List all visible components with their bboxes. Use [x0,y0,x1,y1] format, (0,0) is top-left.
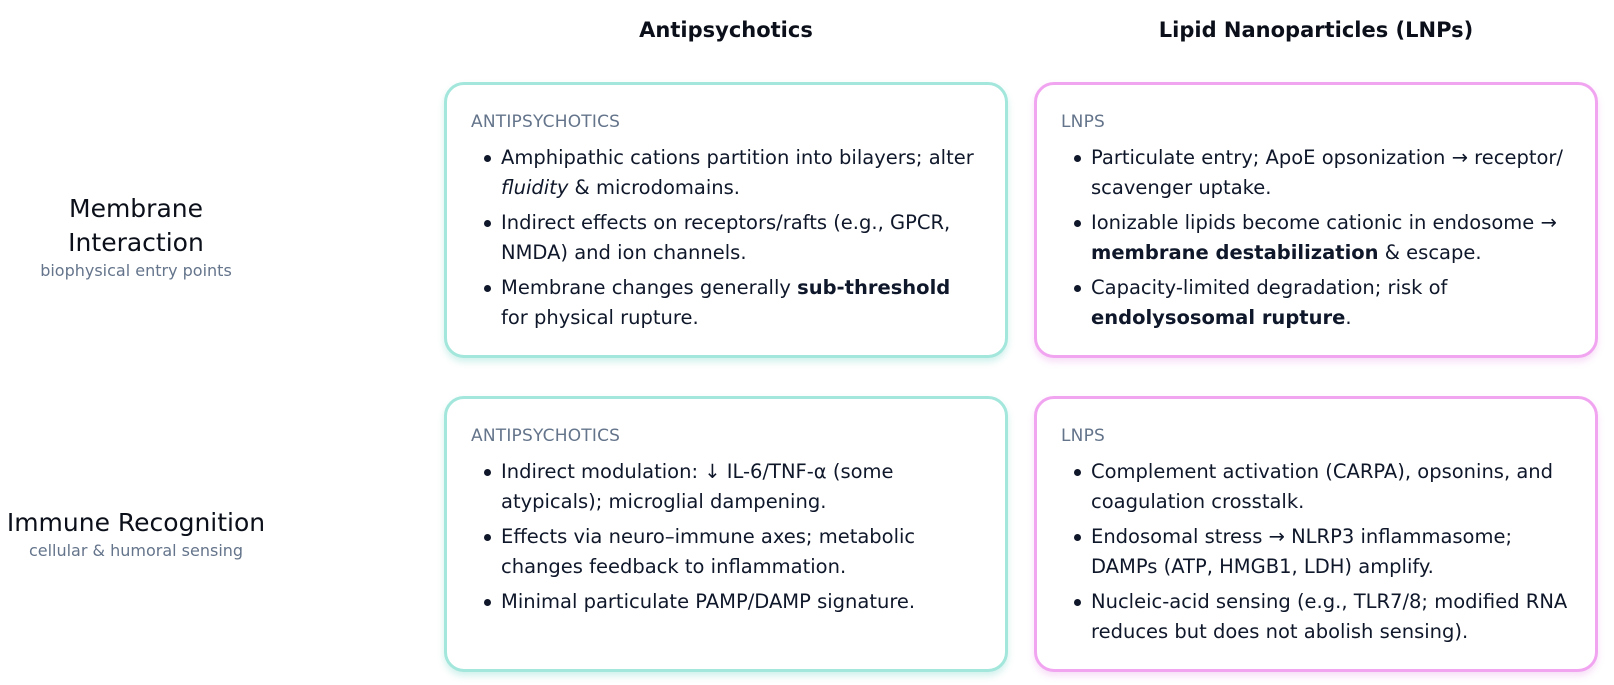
italic-text: fluidity [501,176,569,199]
text-span: & escape. [1378,241,1482,264]
text-span: & microdomains. [568,176,741,199]
text-span: for physical rupture. [501,306,699,329]
text-span: Nucleic-acid sensing (e.g., TLR7/8; modified RNA reduces but does not abolish sensing). [1091,590,1568,643]
row-label-membrane-interaction [0,192,272,282]
bullet-list [1061,143,1571,333]
text-span: Minimal particulate PAMP/DAMP signature. [501,590,916,613]
column-header-lnps: Lipid Nanoparticles (LNPs) [1158,18,1474,42]
bullet-item [471,208,981,268]
row-title: Immune Recognition [6,508,266,537]
row-title: Membrane Interaction [68,194,204,257]
text-span: . [1345,306,1352,329]
card-antipsychotics-membrane [444,82,1008,358]
row-subtitle: biophysical entry points [40,261,232,280]
bullet-item [1061,143,1571,203]
text-span: Indirect modulation: ↓ IL-6/TNF-α (some atypicals); microglial dampening. [501,460,894,513]
column-header-antipsychotics: Antipsychotics [639,18,813,42]
row-label-immune-recognition [0,506,272,562]
text-span: Amphipathic cations partition into bilayers; alter [501,146,974,169]
text-span: Endosomal stress → NLRP3 inflammasome; DAMPs (ATP, HMGB1, LDH) amplify. [1091,525,1513,578]
bullet-item [1061,522,1571,582]
bullet-item [471,143,981,203]
bullet-item [471,457,981,517]
text-span: Membrane changes generally [501,276,798,299]
card-tag: LNPS [1061,426,1106,446]
bullet-item [471,273,981,333]
bullet-list [471,143,981,333]
row-subtitle: cellular & humoral sensing [28,541,244,560]
text-span: Indirect effects on receptors/rafts (e.g., GPCR, NMDA) and ion channels. [501,211,951,264]
bold-text: endolysosomal rupture [1091,306,1346,329]
text-span: Particulate entry; ApoE opsonization → receptor/ scavenger uptake. [1091,146,1563,199]
card-tag: LNPS [1061,112,1106,132]
card-tag: ANTIPSYCHOTICS [471,426,621,446]
text-span: Effects via neuro–immune axes; metabolic changes feedback to inflammation. [501,525,916,578]
bullet-item [471,587,981,617]
bullet-item [1061,587,1571,647]
bullet-item [471,522,981,582]
bullet-list [1061,457,1571,647]
bold-text: membrane destabilization [1091,241,1379,264]
bullet-item [1061,457,1571,517]
bullet-list [471,457,981,617]
text-span: Ionizable lipids become cationic in endosome → [1091,211,1557,234]
bullet-item [1061,273,1571,333]
card-lnps-membrane [1034,82,1598,358]
card-antipsychotics-immune [444,396,1008,672]
text-span: Complement activation (CARPA), opsonins, and coagulation crosstalk. [1091,460,1554,513]
card-tag: ANTIPSYCHOTICS [471,112,621,132]
bullet-item [1061,208,1571,268]
card-lnps-immune [1034,396,1598,672]
text-span: Capacity-limited degradation; risk of [1091,276,1448,299]
bold-text: sub-threshold [797,276,951,299]
